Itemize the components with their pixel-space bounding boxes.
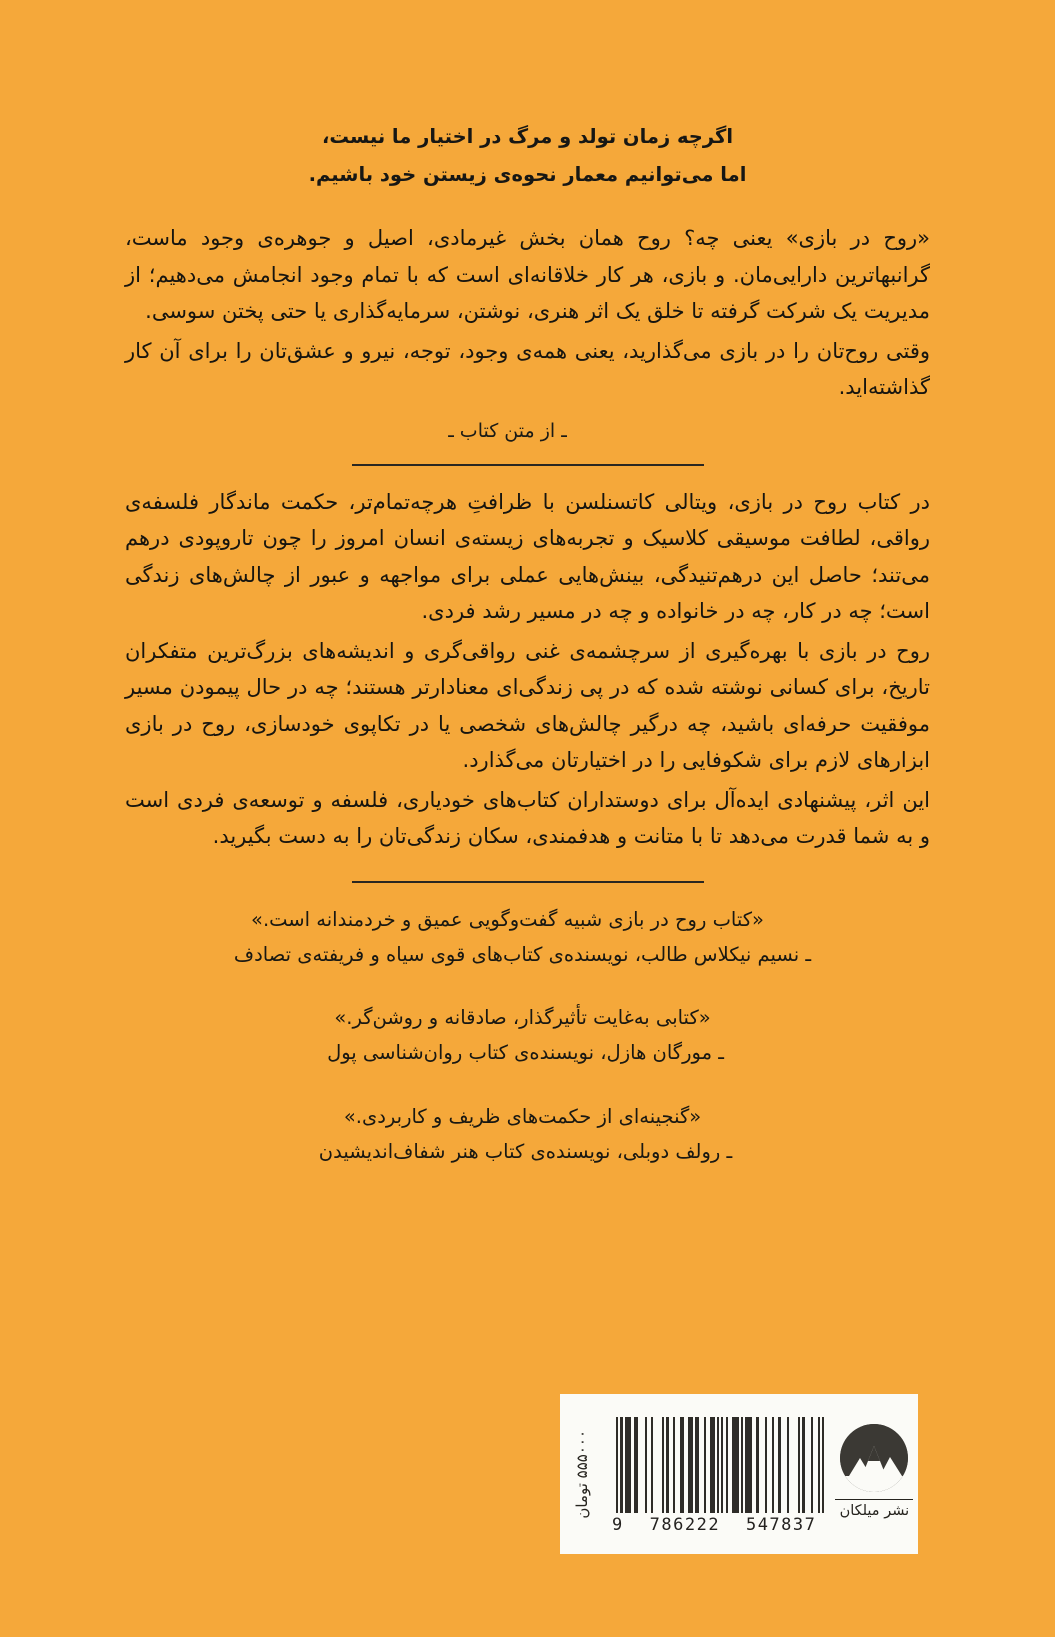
- blurb-item: [125, 903, 930, 971]
- publisher-logo-block: [828, 1394, 920, 1554]
- isbn-group-1: 786222: [649, 1515, 721, 1535]
- blurb-quote: «کتاب روح در بازی شبیه گفت‌وگویی عمیق و خردمندانه است.»: [251, 908, 764, 931]
- price-label: ۵۵۵۰۰۰ تومان: [573, 1429, 591, 1519]
- isbn-group-2: 547837: [745, 1515, 817, 1535]
- blurb-attribution: ـ رولف دوبلی، نویسنده‌ی کتاب هنر شفاف‌اندیشیدن: [318, 1139, 733, 1163]
- epigraph: [125, 118, 930, 194]
- description-paragraph-3: این اثر، پیشنهادی ایده‌آل برای دوستداران کتاب‌های خودیاری، فلسفه و توسعه‌ی فردی است و به شما قدرت می‌دهد تا با متانت و هدفمندی، سکان زندگی‌تان را به دست بگیرید.: [125, 787, 930, 849]
- blurb-list: [125, 903, 930, 1168]
- description-paragraph-1: در کتاب روح در بازی، ویتالی کاتسنلسن با ظرافتِ هرچه‌تمام‌تر، حکمت ماندگار فلسفه‌ی رواقی، لطافت موسیقی کلاسیک و تجربه‌های زیسته‌ی انسان امروز را چون تاروپودی درهم می‌تند؛ حاصل این درهم‌تنیدگی، بینش‌هایی عملی برای مواجهه و عبور از چالش‌های زندگی است؛ چه در کار، چه در خانواده و چه در مسیر رشد فردی.: [125, 489, 930, 624]
- epigraph-line-1: اگرچه زمان تولد و مرگ در اختیار ما نیست،: [321, 125, 734, 148]
- description-paragraph-2: روح در بازی با بهره‌گیری از سرچشمه‌ی غنی رواقی‌گری و اندیشه‌های بزرگ‌ترین متفکران تاریخ، برای کسانی نوشته شده که در پی زندگی‌ای معنادارتر هستند؛ چه در حال پیمودن مسیر موفقیت حرفه‌ای باشید، چه درگیر چالش‌های شخصی یا در تکاپوی خودسازی، روح در بازی ابزارهای لازم برای شکوفایی را در اختیارتان می‌گذارد.: [125, 638, 930, 773]
- price-column: [560, 1394, 604, 1554]
- blurb-quote: «گنجینه‌ای از حکمت‌های ظریف و کاربردی.»: [343, 1104, 702, 1128]
- blurb-quote: «کتابی به‌غایت تأثیرگذار، صادقانه و روشن‌گر.»: [334, 1006, 711, 1030]
- blurb-item: [125, 1001, 930, 1069]
- divider-rule-bottom: [352, 881, 704, 883]
- isbn-row: [610, 1513, 824, 1535]
- mountain-circle-logo-icon: [840, 1424, 908, 1492]
- blurb-attribution: ـ نسیم نیکلاس طالب، نویسنده‌ی کتاب‌های قوی سیاه و فریفته‌ی تصادف: [233, 943, 812, 967]
- blurb-item: [125, 1100, 930, 1168]
- excerpt-attribution: ـ از متن کتاب ـ: [448, 419, 567, 442]
- isbn-prefix: 9: [612, 1515, 624, 1535]
- barcode-bars: [610, 1417, 824, 1513]
- blurb-attribution: ـ مورگان هازل، نویسنده‌ی کتاب روان‌شناسی پول: [327, 1041, 724, 1065]
- excerpt-paragraph-2: وقتی روح‌تان را در بازی می‌گذارید، یعنی همه‌ی وجود، توجه، نیرو و عشق‌تان را برای آن کار گذاشته‌اید.: [125, 338, 930, 400]
- publisher-name: نشر میلکان: [835, 1499, 913, 1519]
- divider-rule-top: [352, 464, 704, 466]
- epigraph-line-2: اما می‌توانیم معمار نحوه‌ی زیستن خود باشیم.: [308, 163, 747, 187]
- excerpt-paragraph-1: «روح در بازی» یعنی چه؟ روح همان بخش غیرمادی، اصیل و جوهره‌ی وجود ماست، گرانبهاترین دارایی‌مان. و بازی، هر کار خلاقانه‌ای است که با تمام وجود انجامش می‌دهیم؛ از مدیریت یک شرکت گرفته تا خلق یک اثر هنری، نوشتن، سرمایه‌گذاری یا حتی پختن سوسی.: [125, 226, 930, 324]
- barcode-panel: [560, 1394, 918, 1554]
- barcode-column: [604, 1394, 828, 1554]
